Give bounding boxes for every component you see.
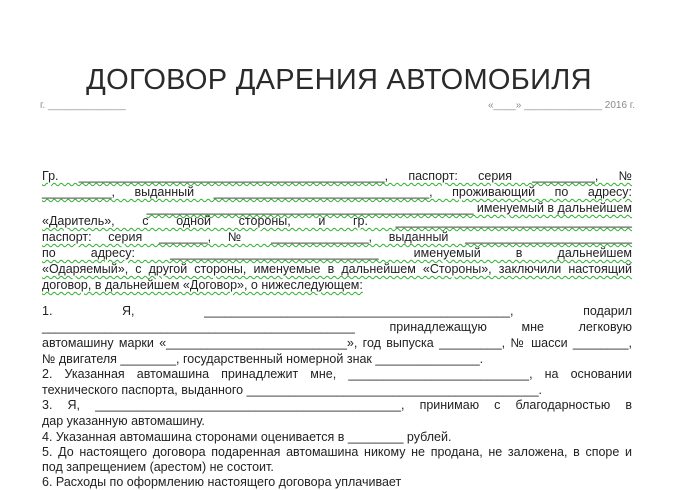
preamble-line: договор, в дальнейшем «Договор», о нижеследующем: xyxy=(42,278,363,292)
clause-line: 5. До настоящего договора подаренная автомашина никому не продана, не заложена, в споре и xyxy=(42,445,632,459)
preamble-line: «Одаряемый», с другой стороны, именуемые в дальнейшем «Стороны», заключили настоящий xyxy=(42,262,632,276)
preamble-line: по адресу: ______________________________ именуемый в дальнейшем xyxy=(42,246,632,260)
clause-line: под запрещением (арестом) не состоит. xyxy=(42,460,274,474)
clause-line: 1. Я, ____________________________________________, подарил xyxy=(42,304,632,318)
clause-line: 6. Расходы по оформлению настоящего договора уплачивает xyxy=(42,475,402,489)
clause-line: 4. Указанная автомашина сторонами оценивается в ________ рублей. xyxy=(42,430,452,444)
preamble-line: Гр. ____________________________________________, паспорт: серия _________, № xyxy=(42,169,632,183)
document-title: ДОГОВОР ДАРЕНИЯ АВТОМОБИЛЯ xyxy=(86,64,592,96)
preamble-line: паспорт: серия _______, № ______________, выданный ________________________ xyxy=(42,230,632,244)
clause-line: 3. Я, ____________________________________________, принимаю с благодарностью в xyxy=(42,398,632,412)
clause-line: автомашину марки «__________________________», год выпуска _________, № шасси ________, xyxy=(42,336,632,350)
preamble-line: _______________________________________________ именуемый в дальнейшем xyxy=(146,201,632,215)
preamble-line: __________, выданный _______________________________, проживающий по адресу: xyxy=(42,185,632,199)
clause-line: № двигателя ________, государственный номерной знак _______________. xyxy=(42,352,484,366)
preamble-line: «Даритель», с одной стороны, и гр. __________________________________ xyxy=(42,214,632,228)
date-line: «____» ______________ 2016 г. xyxy=(488,100,636,111)
place-line: г. ______________ xyxy=(40,100,126,111)
clause-line: технического паспорта, выданного __________________________________________. xyxy=(42,383,543,397)
clause-line: дар указанную автомашину. xyxy=(42,414,205,428)
clause-line: _____________________________________________ принадлежащую мне легковую xyxy=(42,320,632,334)
clause-line: 2. Указанная автомашина принадлежит мне, __________________________, на основании xyxy=(42,367,632,381)
